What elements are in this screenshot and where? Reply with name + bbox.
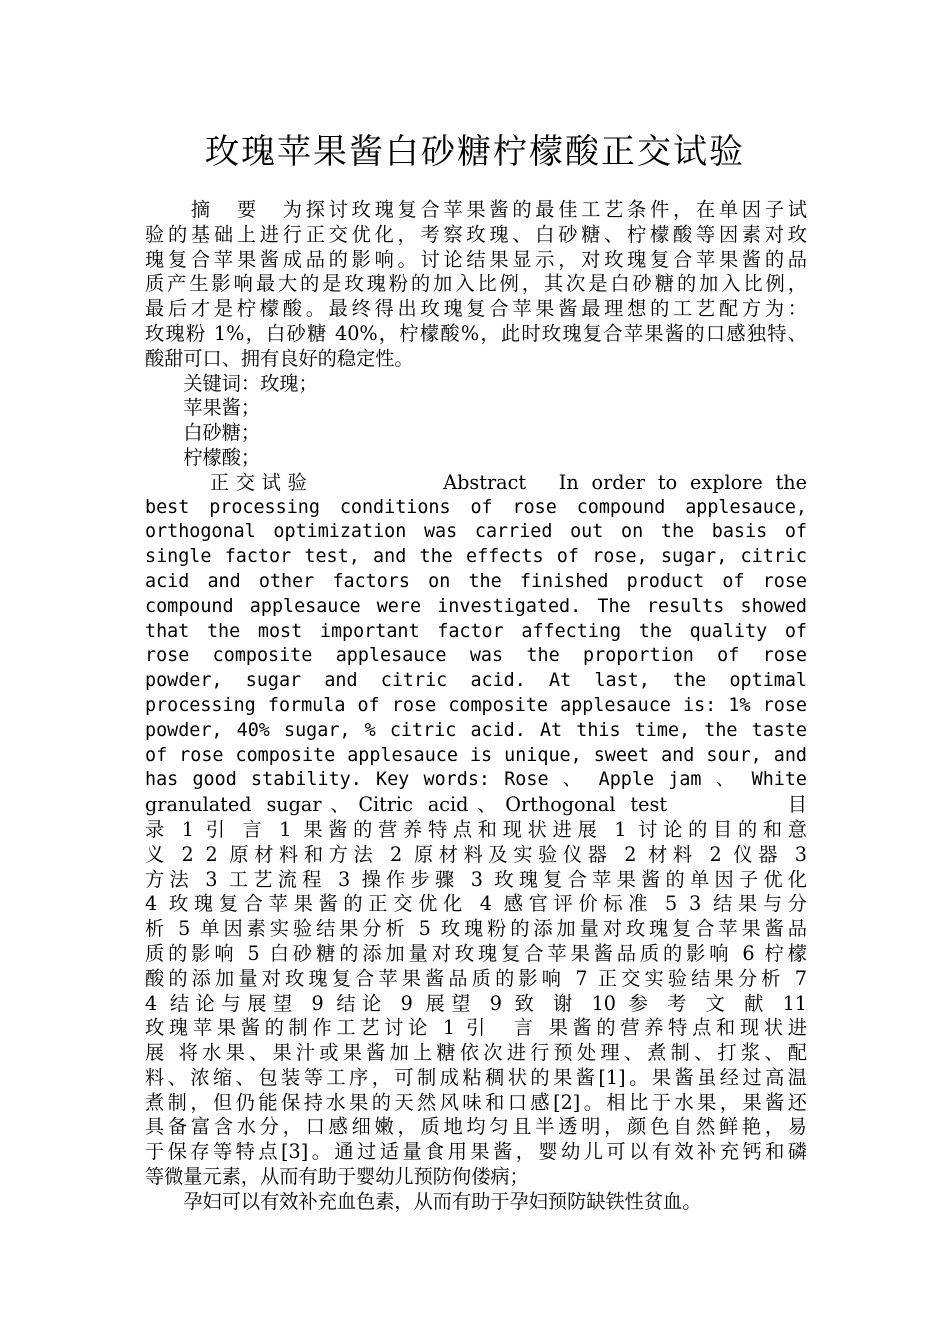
text-line: has good stability. Key words: Rose 、 Apple jam 、 White <box>145 769 807 791</box>
text-line: 具备富含水分，口感细嫩，质地均匀且半透明，颜色自然鲜艳，易 <box>145 1115 807 1139</box>
text-line: 瑰复合苹果酱成品的影响。讨论结果显示，对玫瑰复合苹果酱的品 <box>145 247 807 271</box>
text-line: best processing conditions of rose compound applesauce, <box>145 496 807 518</box>
text-line: processing formula of rose composite applesauce is: 1% rose <box>145 694 807 716</box>
text-line: 关键词：玫瑰； <box>145 371 318 395</box>
text-line: single factor test, and the effects of rose, sugar, citric <box>145 546 807 568</box>
text-line: 录 1 引 言 1 果酱的营养特点和现状进展 1 讨论的目的和意 <box>145 817 807 841</box>
text-line: 摘 要 为探讨玫瑰复合苹果酱的最佳工艺条件，在单因子试 <box>145 198 807 221</box>
text-line: acid and other factors on the finished product of rose <box>145 570 807 592</box>
text-line: 正交试验 Abstract In order to explore the <box>145 470 807 494</box>
text-line: 料、浓缩、包装等工序，可制成粘稠状的果酱[1]。果酱虽经过高温 <box>145 1065 807 1089</box>
text-line: 展 将水果、果汁或果酱加上糖依次进行预处理、煮制、打浆、配 <box>145 1041 807 1065</box>
text-line: 白砂糖； <box>145 421 261 445</box>
text-line: 最后才是柠檬酸。最终得出玫瑰复合苹果酱最理想的工艺配方为： <box>145 297 807 321</box>
text-line: 4 玫瑰复合苹果酱的正交优化 4 感官评价标准 5 3 结果与分 <box>145 892 807 916</box>
text-line: 4 结论与展望 9 结论 9 展望 9 致 谢 10 参 考 文 献 11 <box>145 991 807 1015</box>
text-line: compound applesauce were investigated. The results showed <box>145 595 807 617</box>
text-line: 柠檬酸； <box>145 445 261 469</box>
page-title: 玫瑰苹果酱白砂糖柠檬酸正交试验 <box>205 132 745 172</box>
text-line: 玫瑰粉 1%，白砂糖 40%，柠檬酸%，此时玫瑰复合苹果酱的口感独特、 <box>145 321 807 345</box>
text-line: 于保存等特点[3]。通过适量食用果酱，婴幼儿可以有效补充钙和磷 <box>145 1140 807 1164</box>
text-line: 酸的添加量对玫瑰复合苹果酱品质的影响 7 正交实验结果分析 7 <box>145 966 807 990</box>
text-line: rose composite applesauce was the proportion of rose <box>145 645 807 667</box>
text-line: orthogonal optimization was carried out on the basis of <box>145 521 807 543</box>
text-line: 义 2 2 原材料和方法 2 原材料及实验仪器 2 材料 2 仪器 3 <box>145 842 807 866</box>
text-line: powder, 40% sugar, % citric acid. At this time, the taste <box>145 719 807 741</box>
text-line: 质的影响 5 白砂糖的添加量对玫瑰复合苹果酱品质的影响 6 柠檬 <box>145 941 807 965</box>
text-line: 玫瑰苹果酱的制作工艺讨论 1 引 言 果酱的营养特点和现状进 <box>145 1016 807 1040</box>
text-line: 煮制，但仍能保持水果的天然风味和口感[2]。相比于水果，果酱还 <box>145 1090 807 1114</box>
text-line: that the most important factor affecting the quality of <box>145 620 807 642</box>
text-line: 等微量元素，从而有助于婴幼儿预防佝偻病； <box>145 1165 529 1189</box>
text-line: of rose composite applesauce is unique, sweet and sour, and <box>145 744 807 766</box>
text-line: 方法 3 工艺流程 3 操作步骤 3 玫瑰复合苹果酱的单因子优化 <box>145 867 807 891</box>
text-line: granulated sugar、Citric acid、Orthogonal test 目 <box>145 793 807 817</box>
text-line: 析 5 单因素实验结果分析 5 玫瑰粉的添加量对玫瑰复合苹果酱品 <box>145 917 807 941</box>
text-line: 验的基础上进行正交优化，考察玫瑰、白砂糖、柠檬酸等因素对玫 <box>145 222 807 246</box>
document-body <box>145 198 807 1215</box>
text-line: 苹果酱； <box>145 396 261 420</box>
text-line: 酸甜可口、拥有良好的稳定性。 <box>145 346 414 370</box>
text-line: 孕妇可以有效补充血色素，从而有助于孕妇预防缺铁性贫血。 <box>145 1189 702 1213</box>
text-line: 质产生影响最大的是玫瑰粉的加入比例，其次是白砂糖的加入比例， <box>145 272 807 296</box>
text-line: powder, sugar and citric acid. At last, the optimal <box>145 670 807 692</box>
